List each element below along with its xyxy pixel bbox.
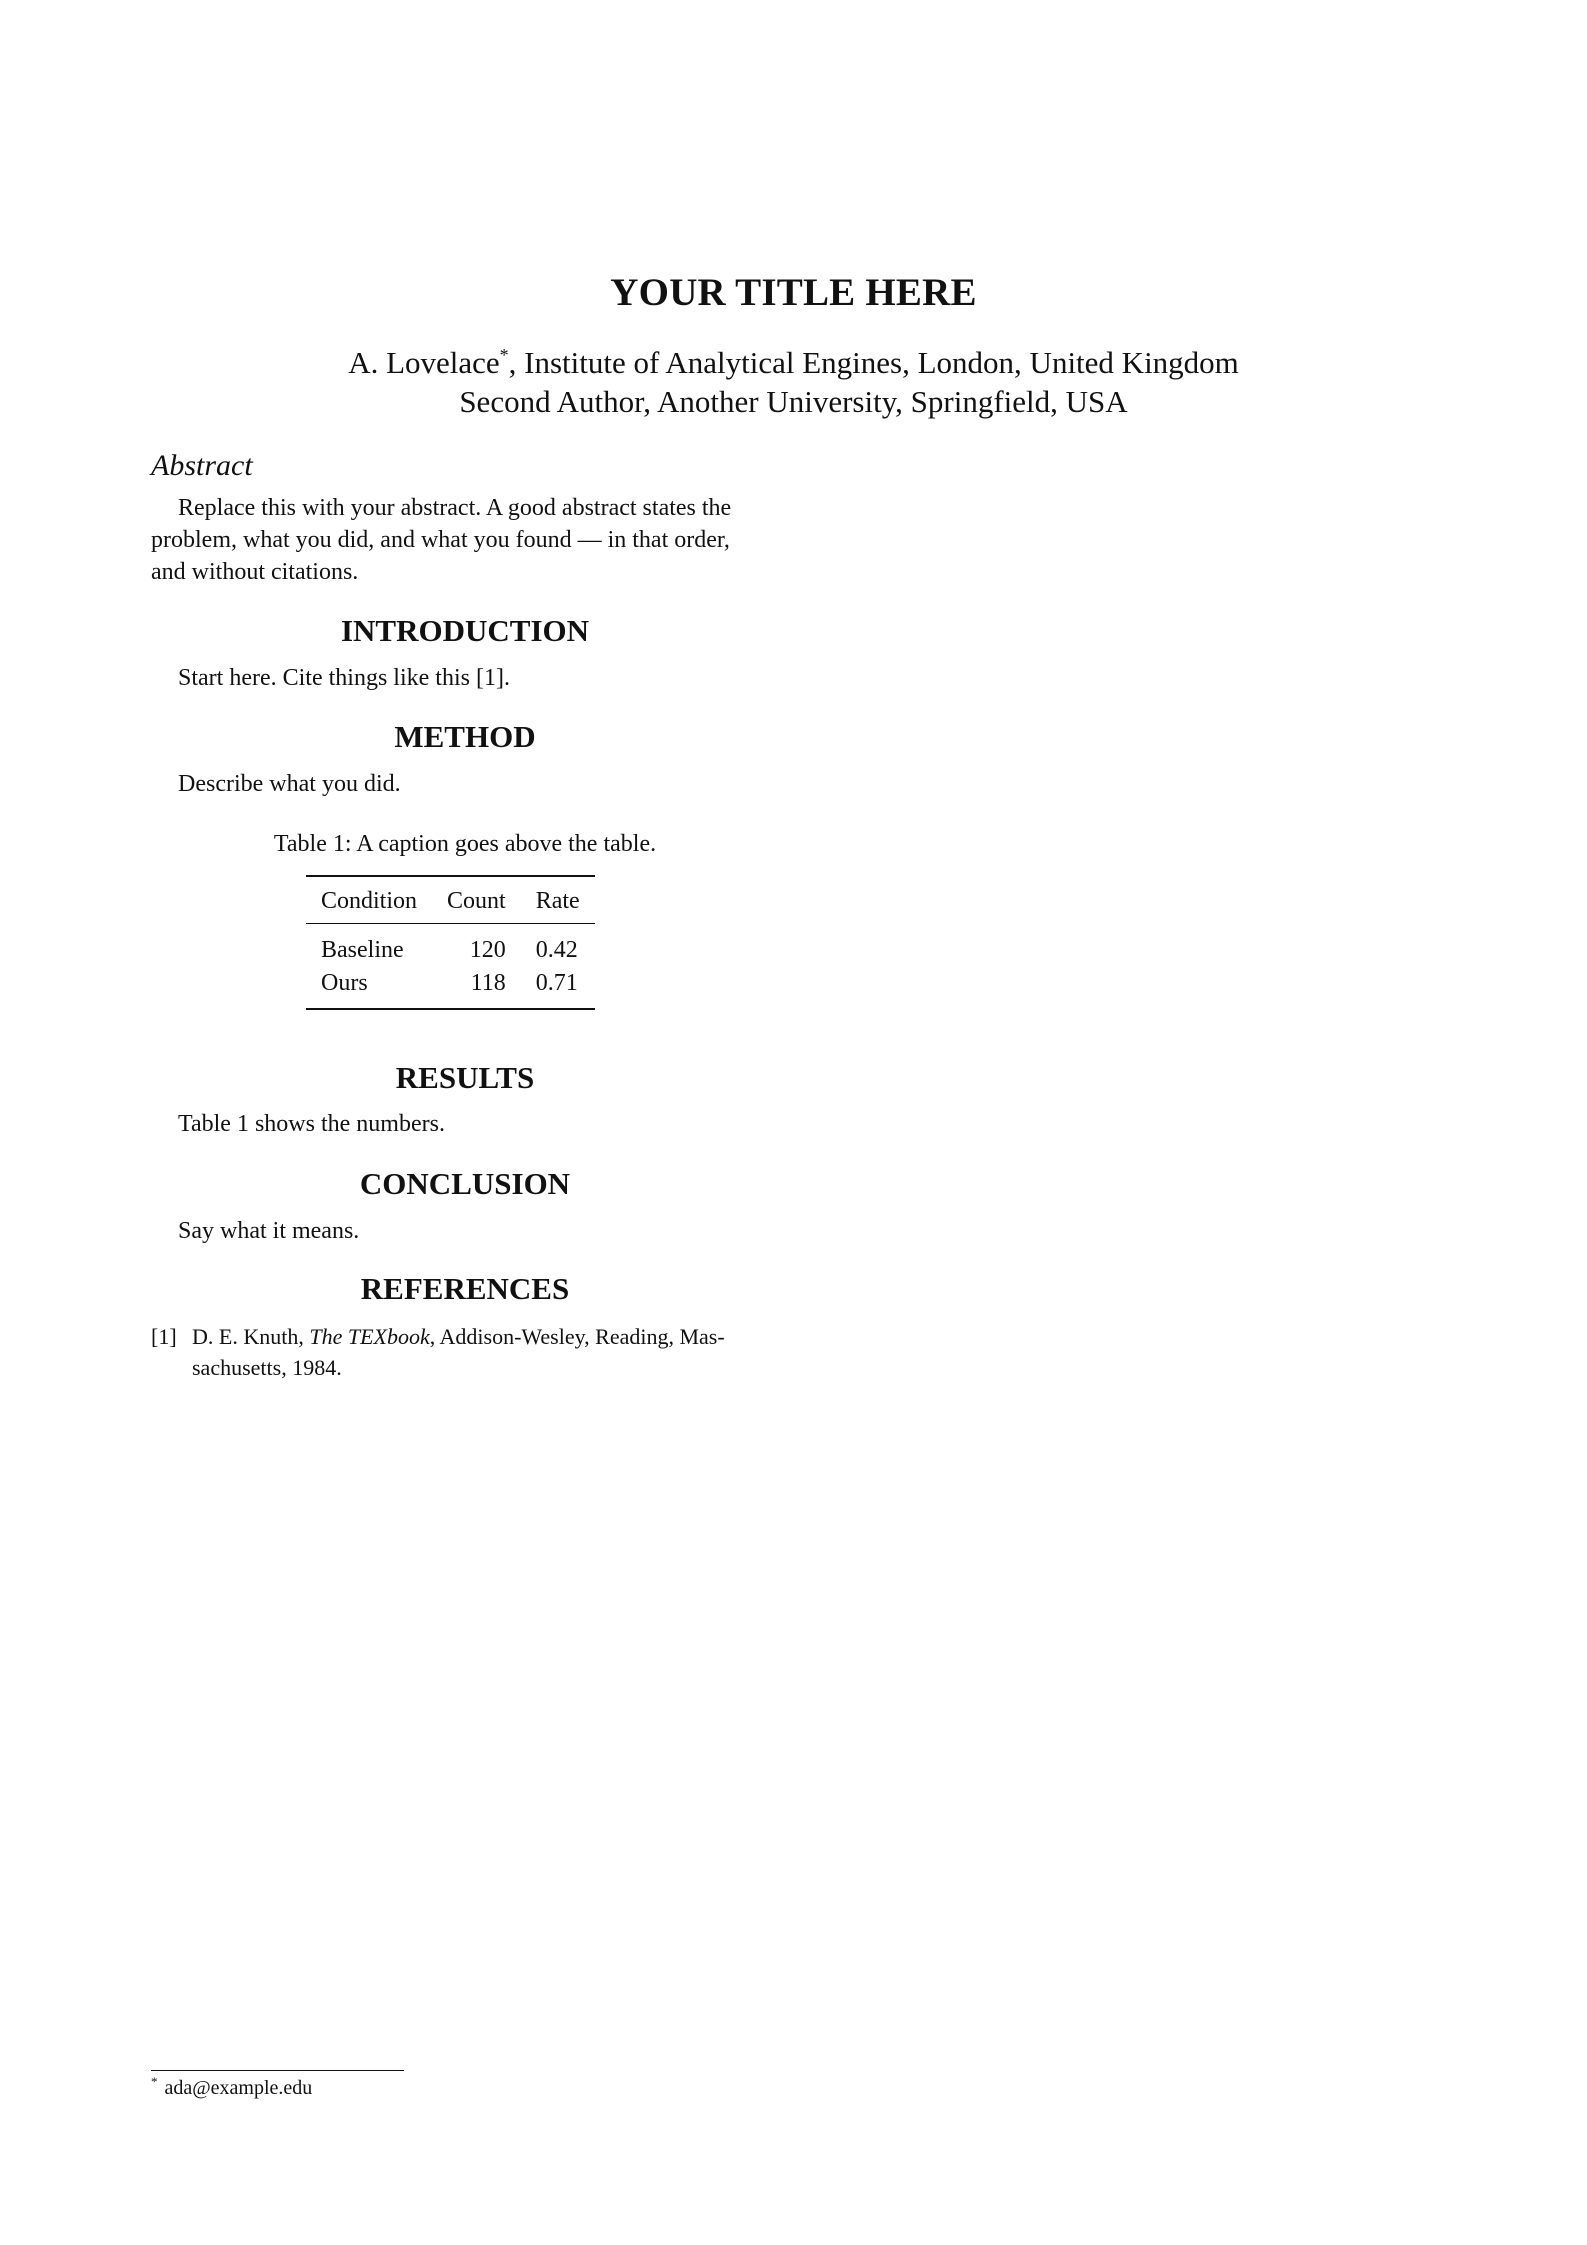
footnote-rule: [151, 2070, 404, 2071]
reference-publisher: , Addison-Wesley, Reading, Mas-: [429, 1324, 725, 1349]
abstract-body: [151, 492, 791, 588]
table-row: [306, 967, 595, 1009]
author-line-2: Second Author, Another University, Springfield, USA: [459, 384, 1128, 419]
footnote-email: ada@example.edu: [164, 2077, 313, 2099]
introduction-text: Start here. Cite things like this [1].: [178, 665, 510, 691]
reference-item: [151, 1321, 791, 1383]
footnote-mark: *: [499, 345, 509, 365]
table-cell: 0.71: [535, 970, 578, 996]
results-text: Table 1 shows the numbers.: [178, 1111, 445, 1137]
table-caption: Table 1: A caption goes above the table.: [273, 831, 657, 857]
table-cell: 120: [469, 937, 506, 963]
author-name: A. Lovelace: [348, 345, 500, 380]
table-header-row: [306, 876, 595, 924]
reference-title: The TEXbook: [309, 1324, 430, 1349]
abstract-line: problem, what you did, and what you found — in that order,: [151, 527, 730, 553]
abstract-line: Replace this with your abstract. A good abstract states the: [178, 495, 732, 521]
author-affiliation: , Institute of Analytical Engines, London, United Kingdom: [508, 345, 1239, 380]
reference-number: [1]: [151, 1324, 177, 1349]
table-cell: Baseline: [321, 937, 404, 963]
method-text: Describe what you did.: [178, 771, 401, 797]
abstract-heading: Abstract: [151, 449, 253, 482]
table-cell: Ours: [321, 970, 368, 996]
reference-line: [151, 1321, 791, 1352]
abstract-line: and without citations.: [151, 559, 359, 585]
section-heading-method: METHOD: [394, 719, 536, 754]
author-line-1: [0, 345, 1587, 381]
paper-title: YOUR TITLE HERE: [610, 271, 977, 314]
section-heading-references: REFERENCES: [360, 1271, 570, 1306]
reference-line: sachusetts, 1984.: [192, 1355, 342, 1380]
table-cell: 118: [470, 970, 506, 996]
footnote: [151, 2074, 313, 2100]
section-heading-results: RESULTS: [395, 1060, 535, 1095]
table-header-cell: Condition: [321, 887, 418, 914]
table-cell: 0.42: [535, 937, 578, 963]
reference-author: D. E. Knuth,: [192, 1324, 310, 1349]
table-header-cell: Count: [447, 887, 506, 914]
table-row: [306, 924, 595, 968]
section-heading-conclusion: CONCLUSION: [359, 1166, 571, 1201]
results-table: [306, 875, 595, 1010]
table-header-cell: Rate: [535, 887, 580, 914]
footnote-mark: *: [151, 2074, 158, 2089]
conclusion-text: Say what it means.: [178, 1218, 360, 1244]
section-heading-introduction: INTRODUCTION: [340, 613, 590, 648]
